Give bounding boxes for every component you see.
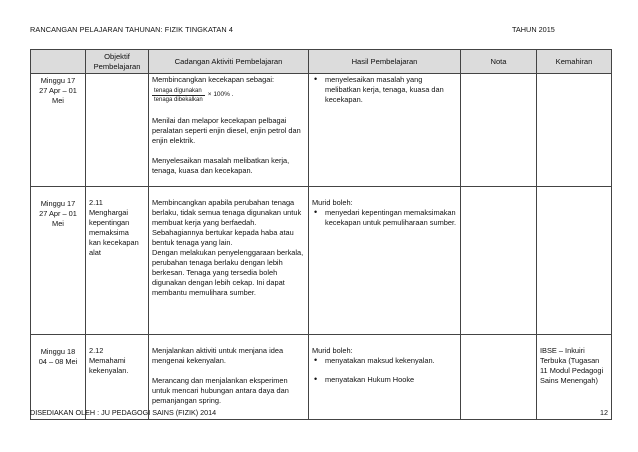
skills-text: IBSE – Inkuiri Terbuka (Tugasan 11 Modul Pedagogi Sains Menengah)	[540, 346, 604, 386]
skills-cell	[537, 187, 612, 335]
header-nota: Nota	[461, 50, 537, 74]
header-objective: Objektif Pembelajaran	[86, 50, 149, 74]
week-dates: 04 – 08 Mei	[38, 357, 78, 367]
nota-cell	[461, 74, 537, 187]
activity-text: Merancang dan menjalankan eksperimen untuk mencari hubungan antara daya dan pemanjangan spring.	[152, 376, 289, 406]
objective-cell	[86, 74, 149, 187]
header-week	[31, 50, 86, 74]
objective-text: kepentingan	[89, 218, 130, 228]
week-dates: 27 Apr – 01 Mei	[39, 85, 77, 105]
week-dates: 27 Apr – 01 Mei	[39, 209, 77, 229]
objective-code: 2.11	[89, 198, 103, 208]
outcomes-cell	[309, 74, 461, 187]
formula-denominator: tenaga dibekalkan	[154, 96, 203, 103]
outcome-item: • menyedari kepentingan memaksimakan kecekapan untuk pemuliharaan sumber.	[312, 208, 457, 228]
objective-text: Menghargai	[89, 208, 129, 218]
nota-cell	[461, 335, 537, 420]
document-year: TAHUN 2015	[512, 25, 555, 34]
week-cell	[31, 74, 86, 187]
outcome-item: • menyatakan maksud kekenyalan.	[312, 356, 457, 366]
table-header-row	[31, 50, 612, 74]
table-row	[31, 187, 612, 335]
nota-cell	[461, 187, 537, 335]
activities-cell	[149, 74, 309, 187]
lesson-plan-table	[30, 49, 612, 420]
efficiency-formula	[152, 87, 234, 103]
objective-code: 2.12	[89, 346, 104, 356]
outcomes-cell	[309, 187, 461, 335]
formula-numerator: tenaga digunakan	[152, 87, 205, 96]
objective-text: kan kecekapan	[89, 238, 139, 248]
week-label: Minggu 18	[40, 347, 76, 357]
header-outcomes: Hasil Pembelajaran	[309, 50, 461, 74]
outcomes-cell	[309, 335, 461, 420]
skills-cell	[537, 74, 612, 187]
activity-text: Menjalankan aktiviti untuk menjana idea mengenai kekenyalan.	[152, 346, 284, 366]
objective-cell	[86, 187, 149, 335]
outcome-prefix: Murid boleh:	[312, 198, 353, 208]
week-cell	[31, 187, 86, 335]
formula-suffix: × 100% .	[207, 91, 234, 99]
week-label: Minggu 17	[40, 76, 76, 85]
table-row	[31, 74, 612, 187]
activity-text: Membincangkan apabila perubahan tenaga berlaku, tidak semua tenaga digunakan untuk membuat kerja yang berfaedah. Sebahagiannya bertukar kepada haba atau bentuk tenaga yang lain.	[152, 198, 302, 248]
activity-text: Membincangkan kecekapan sebagai:	[152, 75, 275, 84]
outcome-item: • menyelesaikan masalah yang melibatkan kerja, tenaga, kuasa dan kecekapan.	[312, 75, 457, 105]
objective-text: kekenyalan.	[89, 366, 129, 376]
objective-text: memaksima	[89, 228, 129, 238]
header-skills: Kemahiran	[537, 50, 612, 74]
document-title: RANCANGAN PELAJARAN TAHUNAN: FIZIK TINGKATAN 4	[30, 25, 234, 34]
objective-text: alat	[89, 247, 101, 257]
footer-author: DISEDIAKAN OLEH : JU PEDAGOGI SAINS (FIZIK) 2014	[30, 408, 217, 417]
activities-cell	[149, 187, 309, 335]
activity-text: Menyelesaikan masalah melibatkan kerja, tenaga, kuasa dan kecekapan.	[152, 155, 290, 175]
activity-text: Dengan melakukan penyelenggaraan berkala, perubahan tenaga berlaku dengan lebih berkesan. Tenaga yang tersedia boleh digunakan dengan lebih cekap. Ini dapat membantu memulihara sumber.	[152, 247, 304, 297]
outcome-item: • menyatakan Hukum Hooke	[312, 375, 457, 385]
objective-text: Memahami	[89, 356, 126, 366]
week-label: Minggu 17	[40, 199, 76, 209]
page-number: 12	[600, 408, 608, 417]
header-activities: Cadangan Aktiviti Pembelajaran	[149, 50, 309, 74]
outcome-prefix: Murid boleh:	[312, 346, 353, 356]
activity-text: Menilai dan melapor kecekapan pelbagai peralatan seperti enjin diesel, enjin petrol dan enjin elektrik.	[152, 115, 301, 145]
